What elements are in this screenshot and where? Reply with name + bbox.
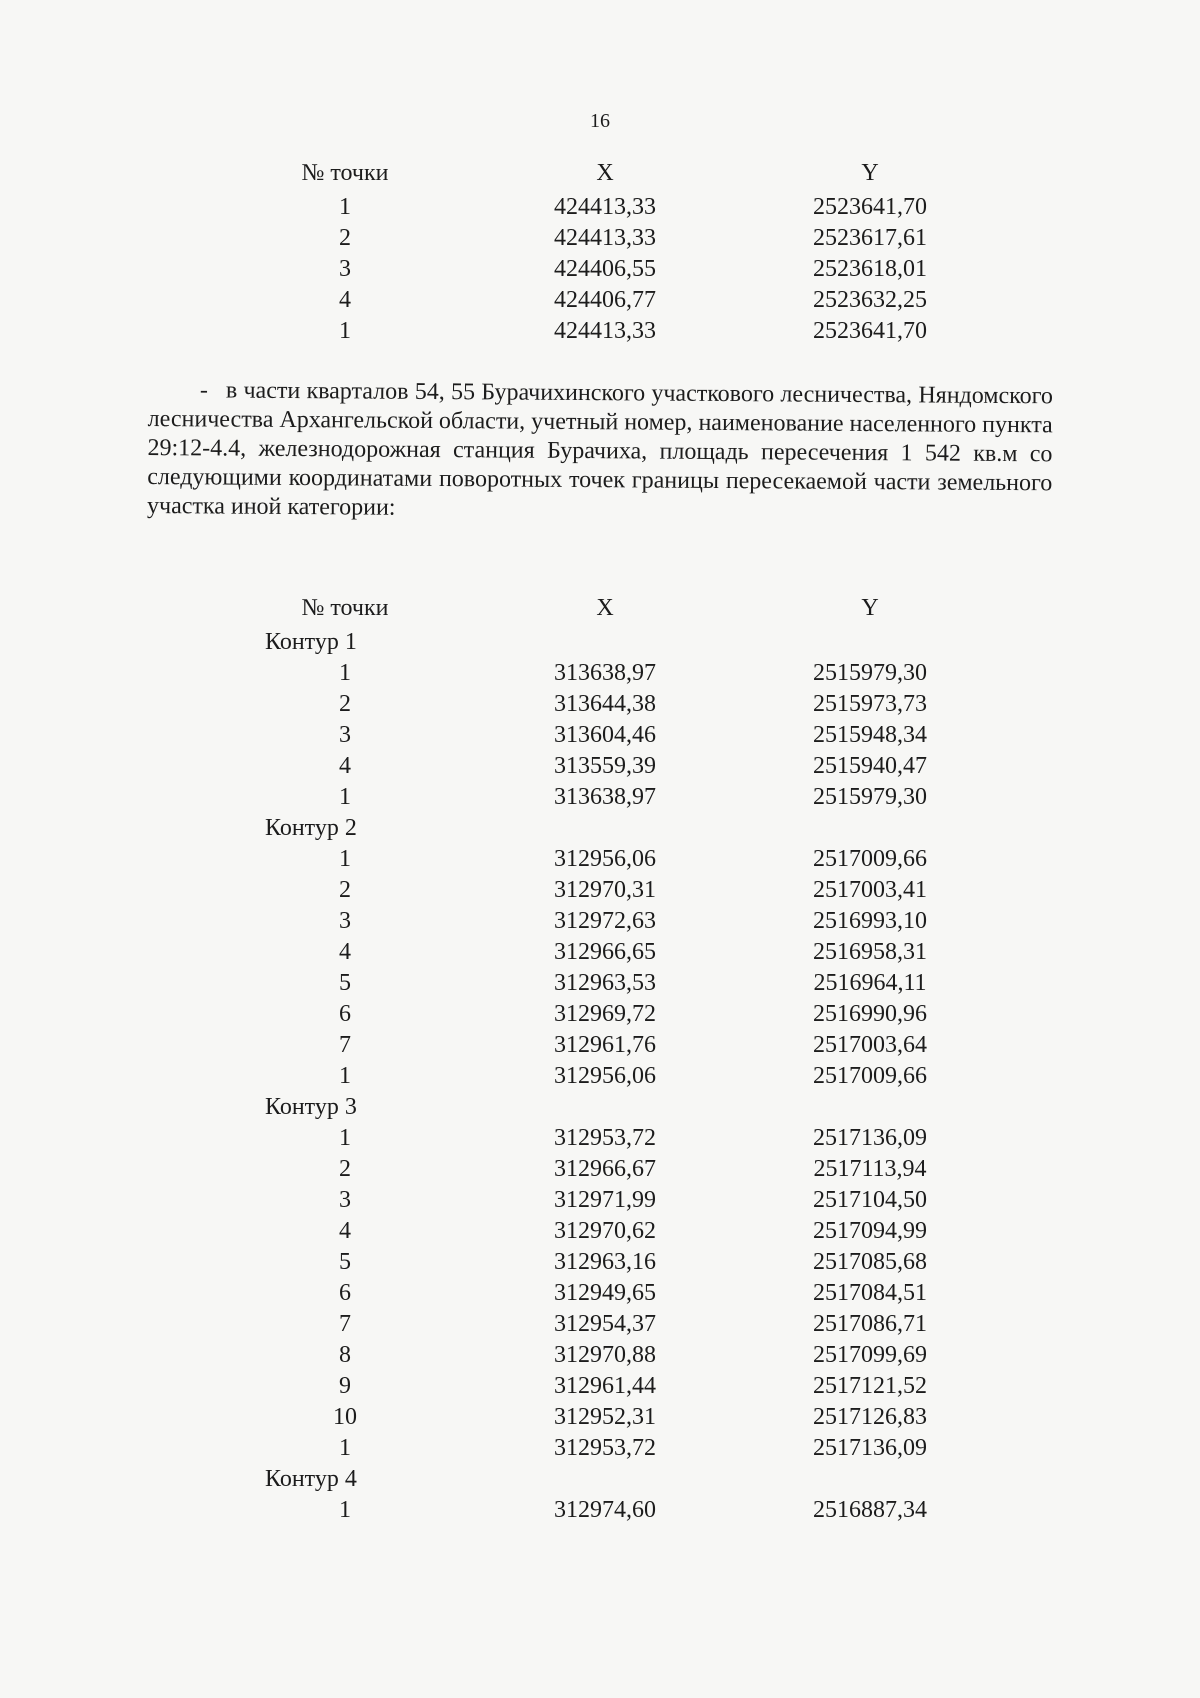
contour-label-row — [0, 1464, 1200, 1495]
x-coordinate-cell: 312970,88 — [554, 1342, 656, 1368]
contour-label-row — [0, 813, 1200, 844]
x-coordinate-cell: 312949,65 — [554, 1280, 656, 1306]
x-coordinate-cell: 312961,44 — [554, 1373, 656, 1399]
x-coordinate-cell: 313559,39 — [554, 753, 656, 779]
contour-label: Контур 3 — [265, 1094, 357, 1120]
y-header: Y — [861, 160, 879, 186]
point-number-cell: 1 — [339, 846, 351, 872]
y-coordinate-cell: 2517099,69 — [813, 1342, 927, 1368]
point-number-cell: 4 — [339, 939, 351, 965]
table-row — [0, 937, 1200, 968]
coordinates-table-2 — [0, 593, 1200, 1526]
point-number-cell: 2 — [339, 225, 351, 251]
table-row — [0, 751, 1200, 782]
y-coordinate-cell: 2523618,01 — [813, 256, 927, 282]
list-dash: - — [199, 377, 208, 404]
table-row — [0, 875, 1200, 906]
point-number-cell: 3 — [339, 1187, 351, 1213]
y-coordinate-cell: 2517009,66 — [813, 1063, 927, 1089]
y-coordinate-cell: 2517094,99 — [813, 1218, 927, 1244]
point-number-cell: 5 — [339, 970, 351, 996]
point-number-cell: 1 — [339, 1063, 351, 1089]
x-coordinate-cell: 313604,46 — [554, 722, 656, 748]
contour-label-row — [0, 627, 1200, 658]
x-coordinate-cell: 313644,38 — [554, 691, 656, 717]
y-coordinate-cell: 2515948,34 — [813, 722, 927, 748]
contour-label: Контур 1 — [265, 629, 357, 655]
x-coordinate-cell: 312970,31 — [554, 877, 656, 903]
y-coordinate-cell: 2516964,11 — [813, 970, 927, 996]
y-coordinate-cell: 2517113,94 — [813, 1156, 927, 1182]
point-number-cell: 10 — [333, 1404, 357, 1430]
point-number-cell: 7 — [339, 1032, 351, 1058]
x-coordinate-cell: 312974,60 — [554, 1497, 656, 1523]
contour-label: Контур 4 — [265, 1466, 357, 1492]
table-body — [0, 192, 1200, 347]
x-coordinate-cell: 312969,72 — [554, 1001, 656, 1027]
point-number-cell: 1 — [339, 784, 351, 810]
point-number-cell: 1 — [339, 318, 351, 344]
table-header — [0, 593, 1200, 627]
table-row — [0, 999, 1200, 1030]
paragraph-text: в части кварталов 54, 55 Бурачихинского участкового лесничества, Няндомского лесничества Архангельской области, учетный номер, наименование населенного пункта 29:12-4.4, железнодорожная станция Бурачиха, площадь пересечения 1 542 кв.м со следующими координатами поворотных точек границы пересекаемой части земельного участка иной категории: — [147, 377, 1053, 521]
y-coordinate-cell: 2516993,10 — [813, 908, 927, 934]
y-coordinate-cell: 2515940,47 — [813, 753, 927, 779]
table-row — [0, 1340, 1200, 1371]
table-row — [0, 1371, 1200, 1402]
table-row — [0, 1402, 1200, 1433]
table-row — [0, 1309, 1200, 1340]
point-number-cell: 7 — [339, 1311, 351, 1337]
table-row — [0, 968, 1200, 999]
point-number-cell: 5 — [339, 1249, 351, 1275]
x-coordinate-cell: 312966,65 — [554, 939, 656, 965]
y-coordinate-cell: 2523632,25 — [813, 287, 927, 313]
point-number-cell: 2 — [339, 877, 351, 903]
page-number: 16 — [590, 110, 610, 132]
x-coordinate-cell: 312956,06 — [554, 1063, 656, 1089]
table-row — [0, 316, 1200, 347]
y-coordinate-cell: 2515973,73 — [813, 691, 927, 717]
x-coordinate-cell: 312952,31 — [554, 1404, 656, 1430]
point-number-cell: 4 — [339, 1218, 351, 1244]
y-coordinate-cell: 2515979,30 — [813, 660, 927, 686]
point-number-cell: 1 — [339, 194, 351, 220]
point-number-header: № точки — [301, 160, 389, 186]
table-row — [0, 1433, 1200, 1464]
y-coordinate-cell: 2517126,83 — [813, 1404, 927, 1430]
table-row — [0, 285, 1200, 316]
y-coordinate-cell: 2517003,64 — [813, 1032, 927, 1058]
x-coordinate-cell: 424413,33 — [554, 318, 656, 344]
x-coordinate-cell: 313638,97 — [554, 660, 656, 686]
y-coordinate-cell: 2523641,70 — [813, 318, 927, 344]
point-number-cell: 3 — [339, 908, 351, 934]
x-coordinate-cell: 424413,33 — [554, 194, 656, 220]
y-coordinate-cell: 2523641,70 — [813, 194, 927, 220]
table-row — [0, 1030, 1200, 1061]
y-coordinate-cell: 2523617,61 — [813, 225, 927, 251]
x-coordinate-cell: 424406,77 — [554, 287, 656, 313]
point-number-cell: 6 — [339, 1001, 351, 1027]
x-header: X — [596, 595, 614, 621]
x-coordinate-cell: 312954,37 — [554, 1311, 656, 1337]
table-row — [0, 720, 1200, 751]
table-row — [0, 223, 1200, 254]
x-coordinate-cell: 312956,06 — [554, 846, 656, 872]
y-coordinate-cell: 2517084,51 — [813, 1280, 927, 1306]
x-coordinate-cell: 424406,55 — [554, 256, 656, 282]
table-row — [0, 1154, 1200, 1185]
table-row — [0, 1278, 1200, 1309]
y-coordinate-cell: 2516990,96 — [813, 1001, 927, 1027]
point-number-cell: 1 — [339, 1497, 351, 1523]
point-number-cell: 3 — [339, 722, 351, 748]
table-row — [0, 1061, 1200, 1092]
table-row — [0, 1247, 1200, 1278]
table-row — [0, 254, 1200, 285]
y-header: Y — [861, 595, 879, 621]
x-coordinate-cell: 312953,72 — [554, 1125, 656, 1151]
y-coordinate-cell: 2517085,68 — [813, 1249, 927, 1275]
coordinates-table-1 — [0, 158, 1200, 347]
point-number-header: № точки — [301, 595, 389, 621]
y-coordinate-cell: 2516887,34 — [813, 1497, 927, 1523]
x-coordinate-cell: 312953,72 — [554, 1435, 656, 1461]
table-row — [0, 906, 1200, 937]
table-row — [0, 689, 1200, 720]
table-row — [0, 658, 1200, 689]
table-body — [0, 627, 1200, 1526]
point-number-cell: 6 — [339, 1280, 351, 1306]
x-coordinate-cell: 312963,16 — [554, 1249, 656, 1275]
point-number-cell: 4 — [339, 287, 351, 313]
point-number-cell: 2 — [339, 691, 351, 717]
y-coordinate-cell: 2517136,09 — [813, 1435, 927, 1461]
contour-label: Контур 2 — [265, 815, 357, 841]
x-coordinate-cell: 312966,67 — [554, 1156, 656, 1182]
y-coordinate-cell: 2517136,09 — [813, 1125, 927, 1151]
x-coordinate-cell: 312961,76 — [554, 1032, 656, 1058]
table-row — [0, 1216, 1200, 1247]
point-number-cell: 1 — [339, 660, 351, 686]
x-coordinate-cell: 312972,63 — [554, 908, 656, 934]
y-coordinate-cell: 2517121,52 — [813, 1373, 927, 1399]
x-coordinate-cell: 424413,33 — [554, 225, 656, 251]
point-number-cell: 1 — [339, 1435, 351, 1461]
point-number-cell: 2 — [339, 1156, 351, 1182]
table-row — [0, 1123, 1200, 1154]
table-row — [0, 1495, 1200, 1526]
point-number-cell: 3 — [339, 256, 351, 282]
x-header: X — [596, 160, 614, 186]
x-coordinate-cell: 313638,97 — [554, 784, 656, 810]
y-coordinate-cell: 2517003,41 — [813, 877, 927, 903]
x-coordinate-cell: 312970,62 — [554, 1218, 656, 1244]
point-number-cell: 8 — [339, 1342, 351, 1368]
point-number-cell: 1 — [339, 1125, 351, 1151]
table-header — [0, 158, 1200, 192]
point-number-cell: 4 — [339, 753, 351, 779]
x-coordinate-cell: 312971,99 — [554, 1187, 656, 1213]
y-coordinate-cell: 2516958,31 — [813, 939, 927, 965]
section-paragraph — [147, 376, 1053, 527]
y-coordinate-cell: 2515979,30 — [813, 784, 927, 810]
table-row — [0, 192, 1200, 223]
x-coordinate-cell: 312963,53 — [554, 970, 656, 996]
y-coordinate-cell: 2517104,50 — [813, 1187, 927, 1213]
y-coordinate-cell: 2517086,71 — [813, 1311, 927, 1337]
table-row — [0, 1185, 1200, 1216]
y-coordinate-cell: 2517009,66 — [813, 846, 927, 872]
point-number-cell: 9 — [339, 1373, 351, 1399]
table-row — [0, 844, 1200, 875]
table-row — [0, 782, 1200, 813]
contour-label-row — [0, 1092, 1200, 1123]
